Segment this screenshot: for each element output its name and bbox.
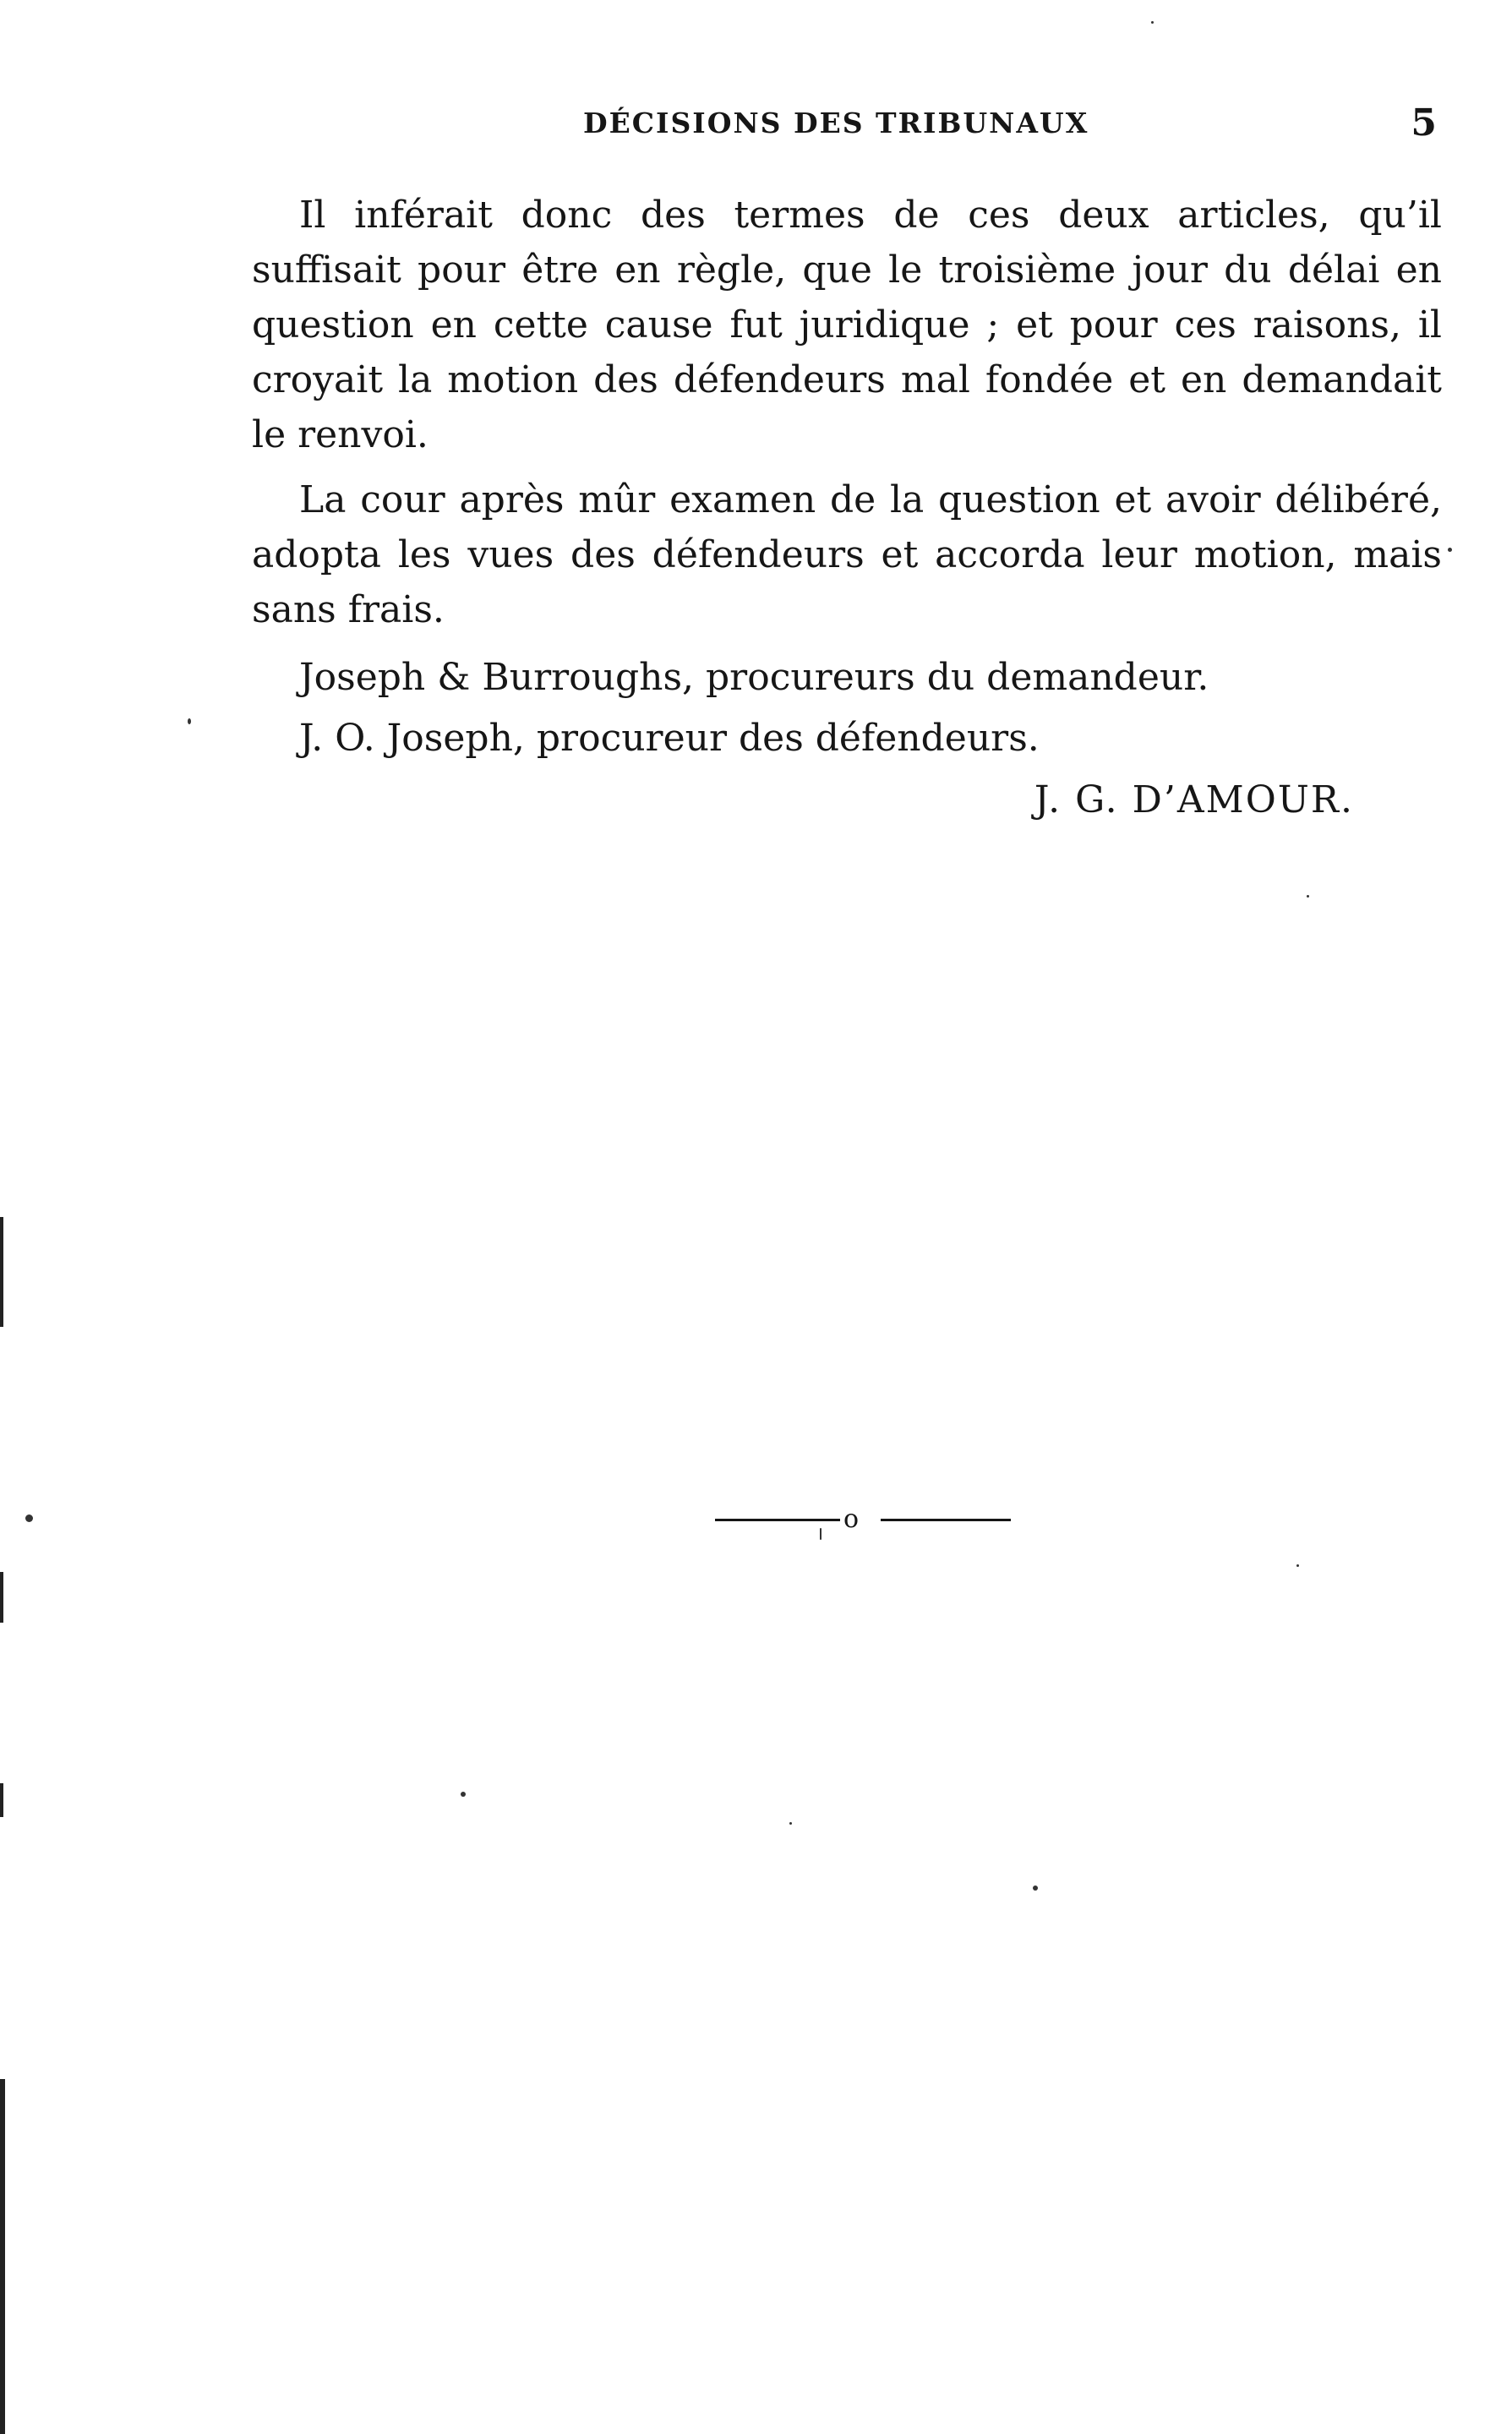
section-end-ornament [715,1503,1011,1536]
scan-speck [1307,895,1309,898]
scan-margin-streak [0,1783,3,1817]
body-text [252,188,1442,827]
paragraph-ruling: La cour après mûr examen de la question et avoir délibéré, adopta les vues des défendeurs et accorda leur motion, mais sans frais. [252,478,1442,631]
scan-margin-streak [0,1217,3,1327]
page-number: 5 [1411,101,1437,145]
running-header [254,101,1437,157]
ornament-rule-left [715,1519,840,1521]
scan-speck [188,718,191,724]
scan-speck [461,1792,466,1797]
scan-speck [820,1528,822,1540]
scan-speck [789,1822,792,1825]
scan-speck [1151,21,1154,24]
ornament-knot: o [843,1504,860,1534]
attorney-plaintiff: Joseph & Burroughs, procureurs du demandeur. [299,656,1209,699]
paragraph-argument: Il inférait donc des termes de ces deux articles, qu’il suffisait pour être en règle, que le troisième jour du délai en question en cette cause fut juridique ; et pour ces raisons, il croyait la motion des défendeurs mal fondée et en demandait le renvoi. [252,194,1442,456]
attorney-defendants: J. O. Joseph, procureur des défendeurs. [299,717,1040,760]
scan-speck [1448,548,1452,552]
scan-margin-streak [0,2079,5,2434]
scan-speck [1033,1886,1038,1891]
scan-speck [25,1514,33,1522]
running-header-title: DÉCISIONS DES TRIBUNAUX [583,106,1089,139]
ornament-rule-right [881,1519,1011,1521]
scan-margin-streak [0,1572,3,1623]
reporter-signature: J. G. D’AMOUR. [1034,778,1354,821]
scan-speck [1296,1564,1299,1567]
